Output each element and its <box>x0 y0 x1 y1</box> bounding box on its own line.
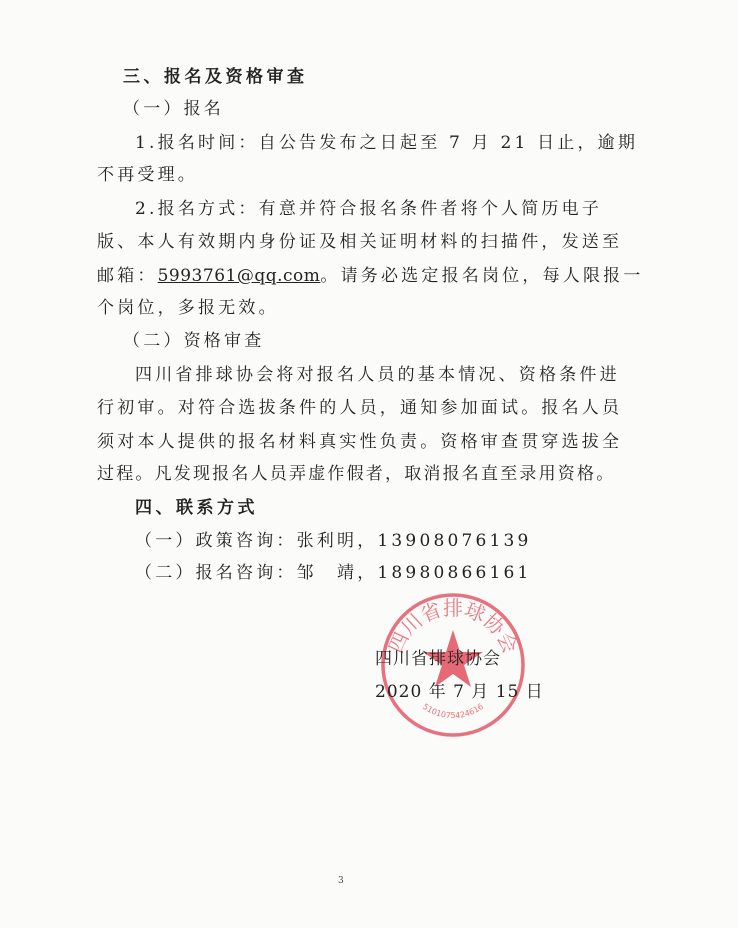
email-link[interactable]: 5993761@qq.com <box>157 266 321 286</box>
registration-method-line-1: 2.报名方式：有意并符合报名条件者将个人简历电子 <box>135 199 603 219</box>
review-line-3: 须对本人提供的报名材料真实性负责。资格审查贯穿选拔全 <box>97 432 623 452</box>
contact-policy: （一）政策咨询：张利明，13908076139 <box>135 531 532 551</box>
section-3-heading: 三、报名及资格审查 <box>123 67 308 87</box>
review-line-2: 行初审。对符合选拔条件的人员，通知参加面试。报名人员 <box>97 398 623 418</box>
subsection-qualification-review: （二）资格审查 <box>123 331 265 351</box>
subsection-registration: （一）报名 <box>123 99 224 119</box>
registration-method-line-3 <box>97 264 644 288</box>
review-line-4: 过程。凡发现报名人员弄虚作假者，取消报名直至录用资格。 <box>97 464 616 484</box>
page-number: 3 <box>338 876 344 886</box>
email-suffix: 。请务必选定报名岗位，每人限报一 <box>320 266 644 286</box>
registration-time-line-1: 1.报名时间：自公告发布之日起至 7 月 21 日止，逾期 <box>135 133 639 153</box>
section-4-heading: 四、联系方式 <box>135 498 258 518</box>
seal-code: 5101075424616 <box>420 701 486 721</box>
registration-method-line-2: 版、本人有效期内身份证及相关证明材料的扫描件，发送至 <box>97 232 623 252</box>
signature-date: 2020 年 7 月 15 日 <box>375 682 544 702</box>
review-line-1: 四川省排球协会将对报名人员的基本情况、资格条件进 <box>135 365 620 385</box>
contact-registration: （二）报名咨询：邹 靖，18980866161 <box>135 563 532 583</box>
registration-time-line-2: 不再受理。 <box>97 165 198 185</box>
email-label: 邮箱： <box>97 266 158 286</box>
seal-text: 四川省排球协会 <box>383 596 523 657</box>
registration-method-line-4: 个岗位，多报无效。 <box>97 298 279 318</box>
signature-organization: 四川省排球协会 <box>375 649 501 669</box>
